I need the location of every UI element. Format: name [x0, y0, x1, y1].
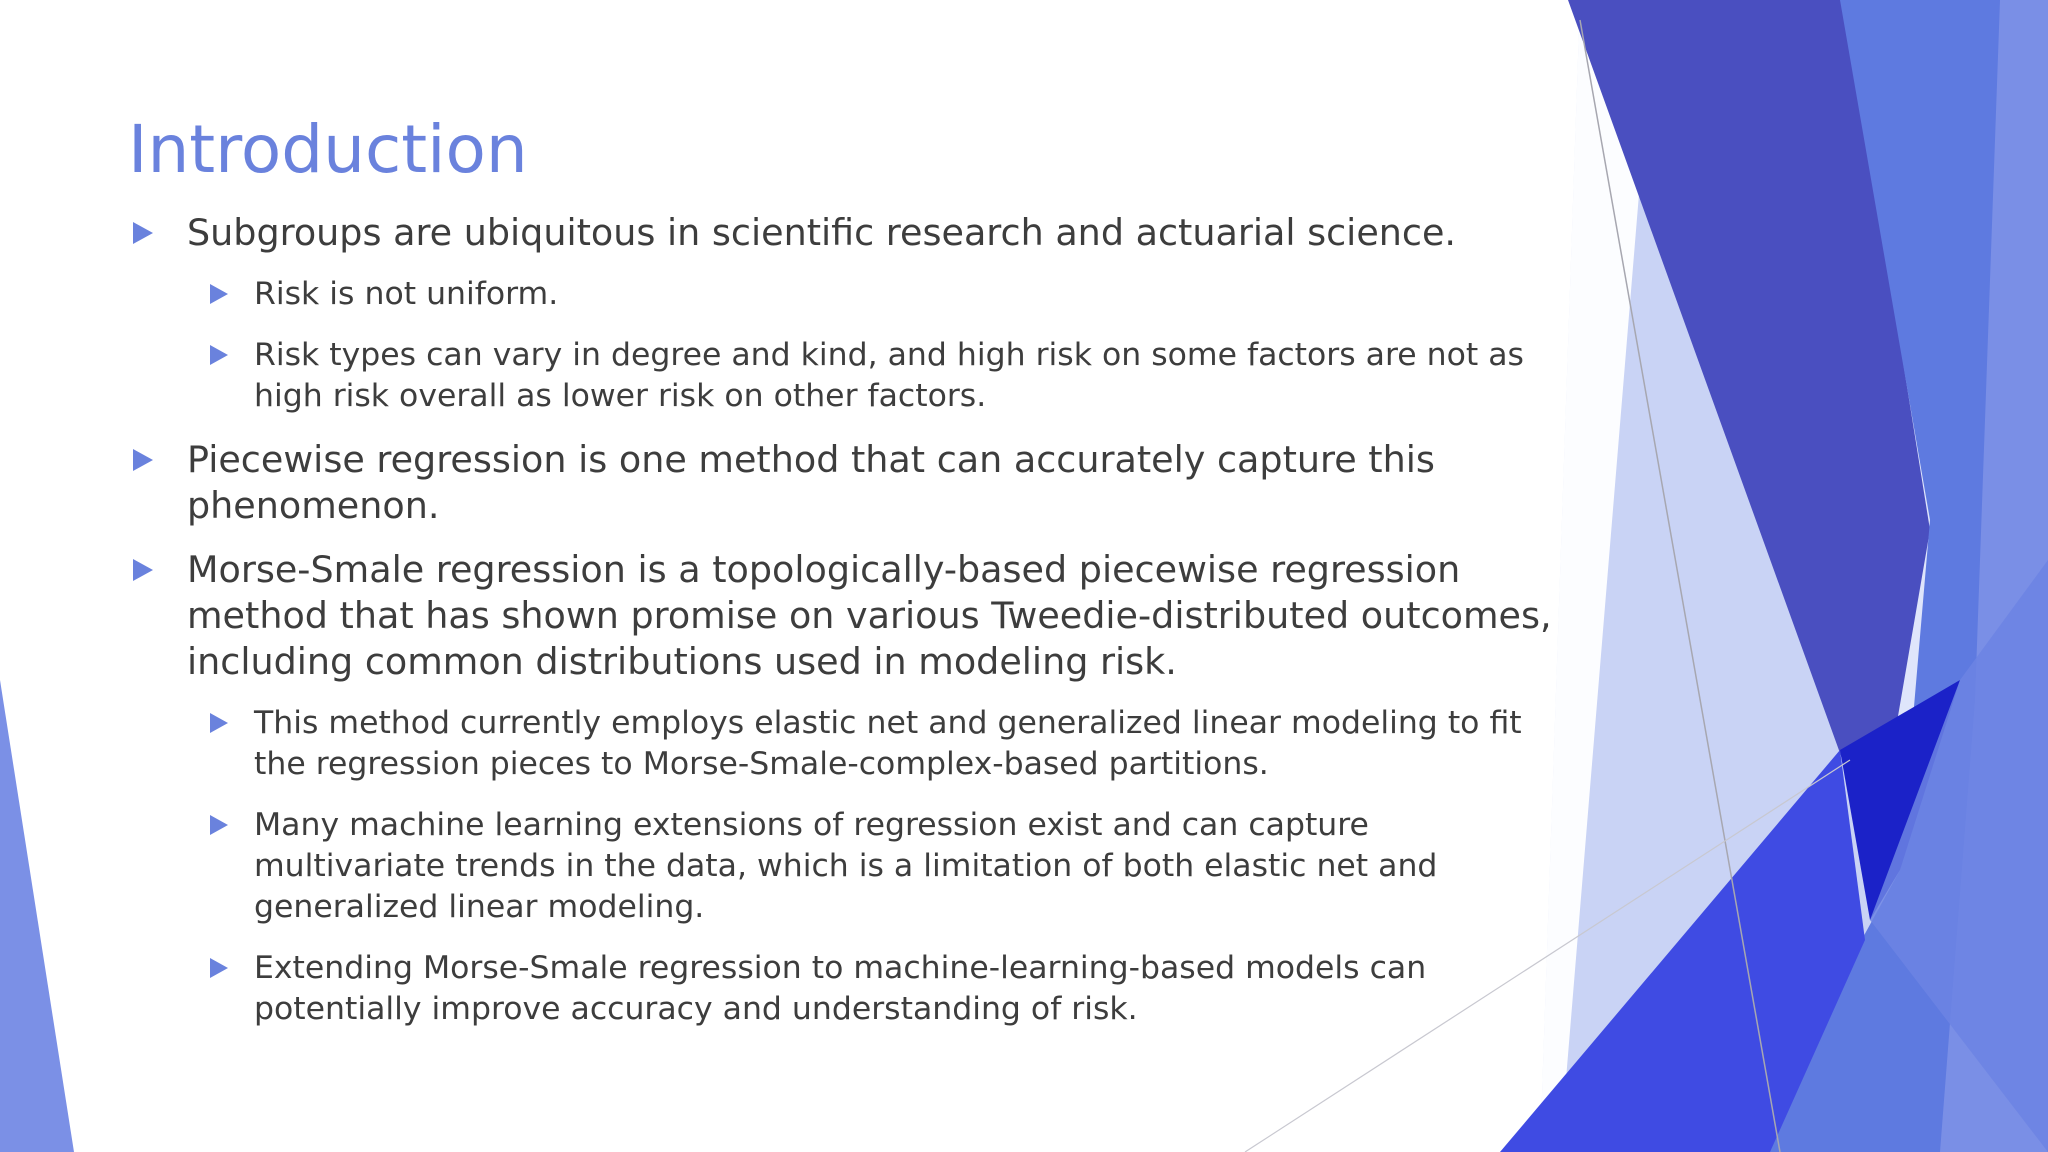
bullet-item-level-1 — [128, 437, 1558, 529]
bullet-item-level-2 — [128, 805, 1558, 928]
triangle-bullet-icon — [133, 559, 153, 581]
bullet-item-level-2 — [128, 948, 1558, 1030]
bullet-list — [128, 210, 1558, 1050]
bullet-item-level-2 — [128, 335, 1558, 417]
bullet-item-level-2 — [128, 274, 1558, 315]
triangle-bullet-icon — [210, 284, 228, 304]
triangle-bullet-icon — [133, 449, 153, 471]
triangle-bullet-icon — [210, 958, 228, 978]
bullet-item-level-1 — [128, 547, 1558, 685]
bullet-text: Morse-Smale regression is a topologically-based piecewise regression method that has shown promise on various Tweedie-distributed outcomes, including common distributions used in modeling risk. — [187, 548, 1552, 683]
triangle-bullet-icon — [210, 713, 228, 733]
bullet-item-level-2 — [128, 703, 1558, 785]
bullet-item-level-1 — [128, 210, 1558, 256]
bullet-text: Piecewise regression is one method that can accurately capture this phenomenon. — [187, 438, 1435, 527]
slide-title: Introduction — [128, 111, 528, 188]
bullet-text: Extending Morse-Smale regression to machine-learning-based models can potentially improve accuracy and understanding of risk. — [254, 950, 1427, 1027]
bullet-text: Subgroups are ubiquitous in scientific research and actuarial science. — [187, 211, 1457, 254]
triangle-bullet-icon — [133, 222, 153, 244]
bullet-text: Many machine learning extensions of regression exist and can capture multivariate trends in the data, which is a limitation of both elastic net and generalized linear modeling. — [254, 807, 1438, 925]
bullet-text: Risk types can vary in degree and kind, and high risk on some factors are not as high risk overall as lower risk on other factors. — [254, 337, 1524, 414]
triangle-bullet-icon — [210, 815, 228, 835]
triangle-bullet-icon — [210, 345, 228, 365]
bullet-text: This method currently employs elastic net and generalized linear modeling to fit the regression pieces to Morse-Smale-complex-based partitions. — [254, 705, 1522, 782]
bullet-text: Risk is not uniform. — [254, 276, 559, 312]
